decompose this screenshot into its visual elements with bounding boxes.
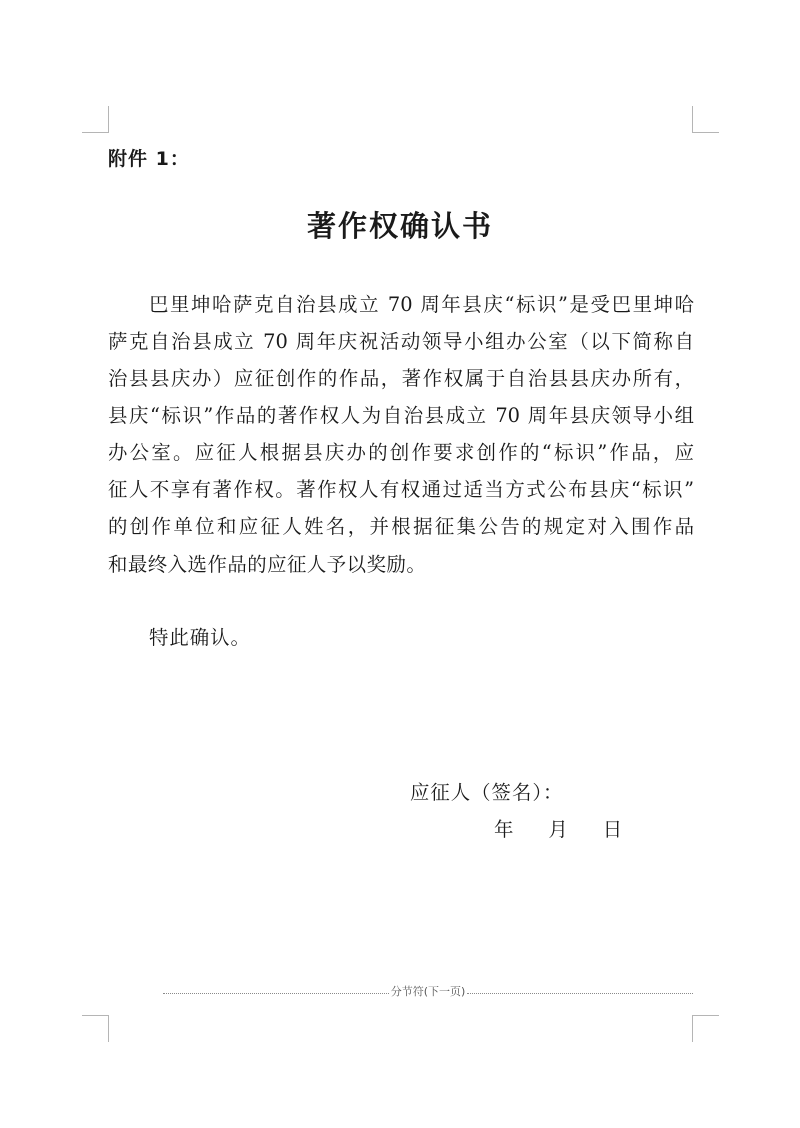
section-break-label: 分节符(下一页)	[390, 985, 466, 998]
section-break	[163, 983, 693, 999]
confirmation-text: 特此确认。	[149, 626, 251, 649]
body-line-4: 县庆“标识”作品的著作权人为自治县成立 70 周年县庆领导小组	[108, 404, 694, 427]
crop-mark-bottom-left	[82, 1015, 109, 1042]
body-line-7: 的创作单位和应征人姓名，并根据征集公告的规定对入围作品	[108, 515, 694, 538]
crop-mark-bottom-right	[692, 1015, 719, 1042]
body-line-2: 萨克自治县成立 70 周年庆祝活动领导小组办公室（以下简称自	[108, 330, 694, 353]
section-break-rule-left	[163, 993, 389, 994]
body-line-5: 办公室。应征人根据县庆办的创作要求创作的“标识”作品，应	[108, 441, 694, 464]
body-line-3: 治县县庆办）应征创作的作品，著作权属于自治县县庆办所有，	[108, 367, 694, 390]
attachment-label: 附件 1：	[108, 148, 190, 170]
crop-mark-top-left	[82, 106, 109, 133]
date-line	[494, 818, 622, 842]
body-line-6: 征人不享有著作权。著作权人有权通过适当方式公布县庆“标识”	[108, 478, 694, 501]
signature-label: 应征人（签名）：	[410, 781, 564, 804]
date-month-label: 月	[548, 818, 568, 841]
crop-mark-top-right	[692, 106, 719, 133]
date-year-label: 年	[494, 818, 514, 841]
body-line-1: 巴里坤哈萨克自治县成立 70 周年县庆“标识”是受巴里坤哈	[149, 293, 694, 316]
section-break-rule-right	[467, 993, 693, 994]
date-day-label: 日	[602, 818, 623, 841]
body-line-8: 和最终入选作品的应征人予以奖励。	[108, 553, 427, 576]
document-title: 著作权确认书	[306, 209, 493, 243]
